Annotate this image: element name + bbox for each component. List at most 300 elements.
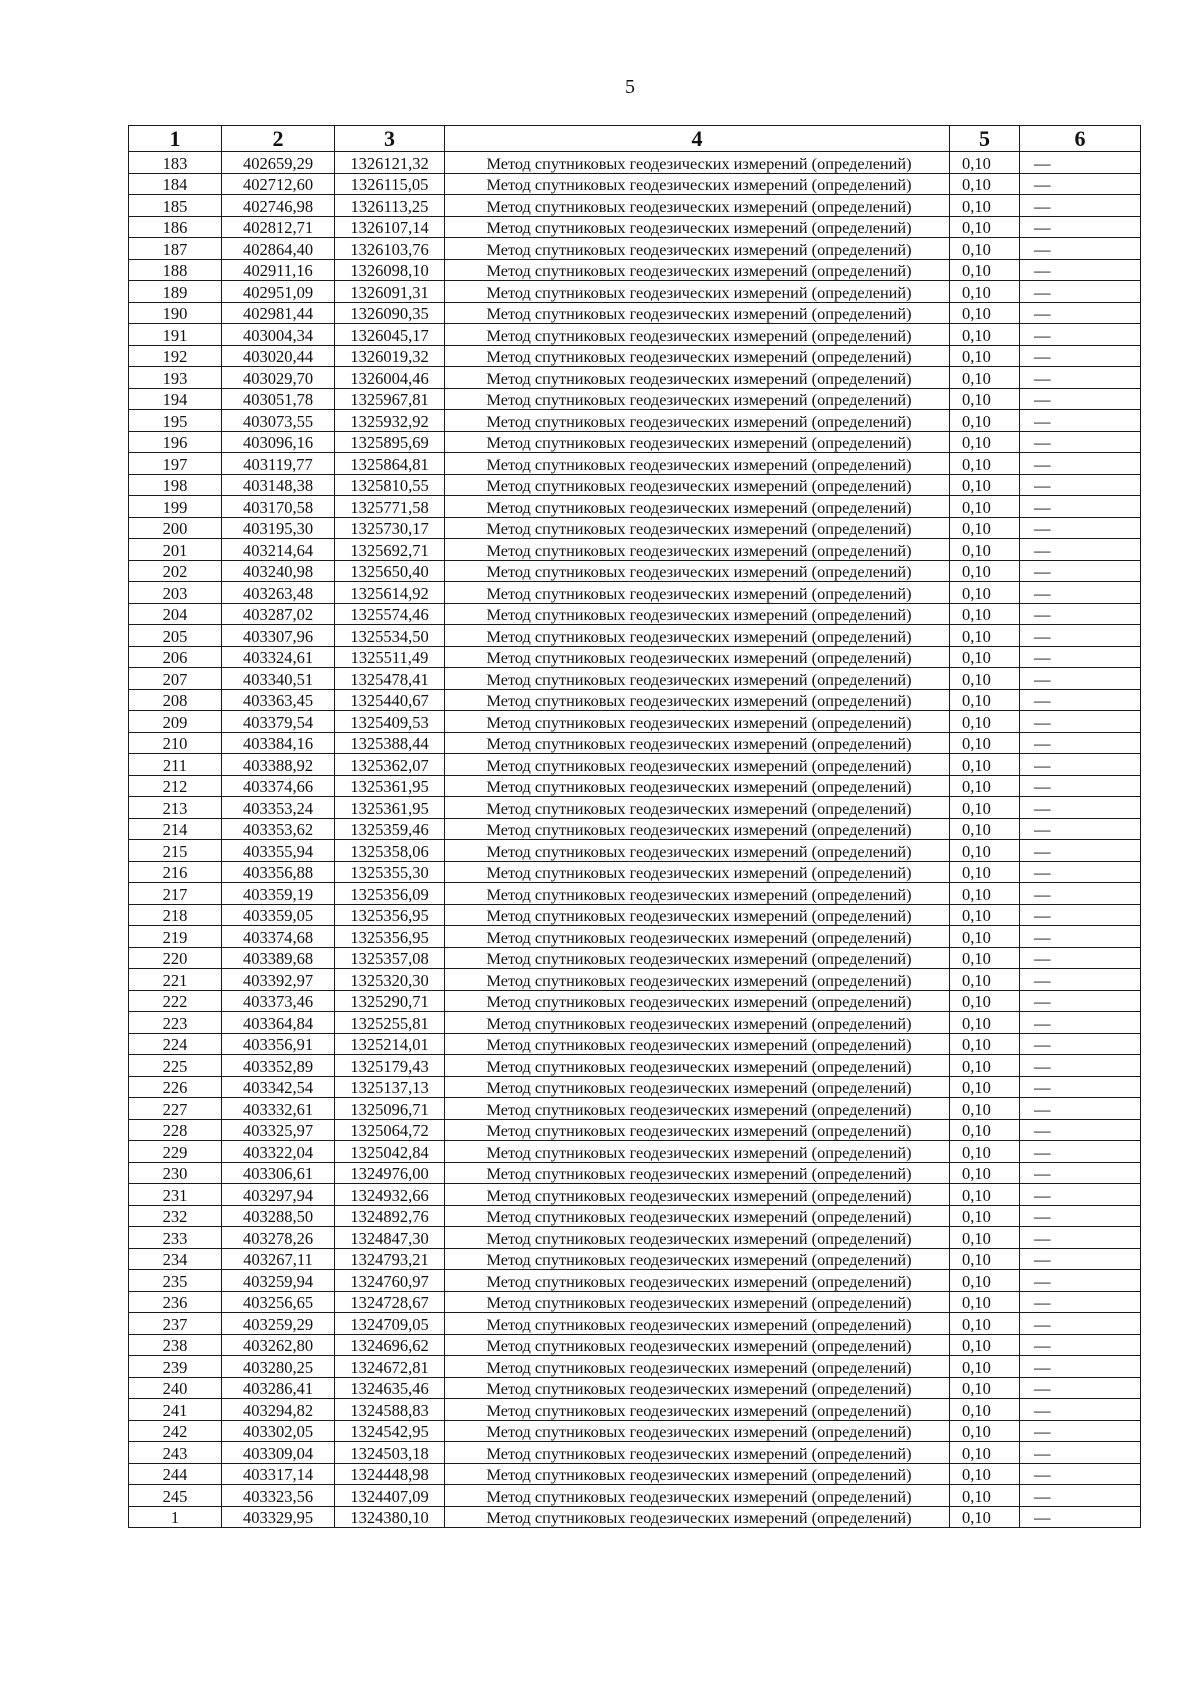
x-coordinate-cell: 403148,38 — [222, 474, 335, 496]
point-number-cell: 218 — [129, 904, 222, 926]
accuracy-cell: 0,10 — [950, 1356, 1020, 1378]
accuracy-cell: 0,10 — [950, 1012, 1020, 1034]
method-cell: Метод спутниковых геодезических измерений (определений) — [445, 689, 950, 711]
accuracy-cell: 0,10 — [950, 1162, 1020, 1184]
coordinates-table — [128, 125, 1141, 1528]
table-row — [129, 603, 1141, 625]
table-row — [129, 1442, 1141, 1464]
point-number-cell: 233 — [129, 1227, 222, 1249]
x-coordinate-cell: 403278,26 — [222, 1227, 335, 1249]
table-row — [129, 431, 1141, 453]
method-cell: Метод спутниковых геодезических измерений (определений) — [445, 324, 950, 346]
x-coordinate-cell: 403267,11 — [222, 1248, 335, 1270]
x-coordinate-cell: 403325,97 — [222, 1119, 335, 1141]
method-cell: Метод спутниковых геодезических измерений (определений) — [445, 1055, 950, 1077]
table-row — [129, 1012, 1141, 1034]
method-cell: Метод спутниковых геодезических измерений (определений) — [445, 990, 950, 1012]
y-coordinate-cell: 1324503,18 — [335, 1442, 445, 1464]
x-coordinate-cell: 403373,46 — [222, 990, 335, 1012]
method-cell: Метод спутниковых геодезических измерений (определений) — [445, 410, 950, 432]
accuracy-cell: 0,10 — [950, 1205, 1020, 1227]
point-number-cell: 210 — [129, 732, 222, 754]
header-col-3: 3 — [335, 126, 445, 152]
point-number-cell: 224 — [129, 1033, 222, 1055]
method-cell: Метод спутниковых геодезических измерений (определений) — [445, 1205, 950, 1227]
method-cell: Метод спутниковых геодезических измерений (определений) — [445, 1399, 950, 1421]
point-number-cell: 212 — [129, 775, 222, 797]
point-number-cell: 206 — [129, 646, 222, 668]
x-coordinate-cell: 403342,54 — [222, 1076, 335, 1098]
note-cell: — — [1020, 345, 1141, 367]
y-coordinate-cell: 1325214,01 — [335, 1033, 445, 1055]
point-number-cell: 245 — [129, 1485, 222, 1507]
table-row — [129, 324, 1141, 346]
accuracy-cell: 0,10 — [950, 474, 1020, 496]
y-coordinate-cell: 1326098,10 — [335, 259, 445, 281]
point-number-cell: 184 — [129, 173, 222, 195]
page-number: 5 — [625, 76, 635, 98]
note-cell: — — [1020, 474, 1141, 496]
x-coordinate-cell: 403323,56 — [222, 1485, 335, 1507]
table-row — [129, 281, 1141, 303]
point-number-cell: 231 — [129, 1184, 222, 1206]
method-cell: Метод спутниковых геодезических измерений (определений) — [445, 904, 950, 926]
accuracy-cell: 0,10 — [950, 345, 1020, 367]
accuracy-cell: 0,10 — [950, 969, 1020, 991]
x-coordinate-cell: 403355,94 — [222, 840, 335, 862]
note-cell: — — [1020, 947, 1141, 969]
x-coordinate-cell: 403263,48 — [222, 582, 335, 604]
note-cell: — — [1020, 1356, 1141, 1378]
point-number-cell: 199 — [129, 496, 222, 518]
point-number-cell: 194 — [129, 388, 222, 410]
accuracy-cell: 0,10 — [950, 732, 1020, 754]
method-cell: Метод спутниковых геодезических измерений (определений) — [445, 259, 950, 281]
note-cell: — — [1020, 1506, 1141, 1528]
x-coordinate-cell: 403389,68 — [222, 947, 335, 969]
accuracy-cell: 0,10 — [950, 818, 1020, 840]
point-number-cell: 241 — [129, 1399, 222, 1421]
x-coordinate-cell: 402981,44 — [222, 302, 335, 324]
accuracy-cell: 0,10 — [950, 1227, 1020, 1249]
point-number-cell: 234 — [129, 1248, 222, 1270]
note-cell: — — [1020, 259, 1141, 281]
accuracy-cell: 0,10 — [950, 1377, 1020, 1399]
point-number-cell: 1 — [129, 1506, 222, 1528]
accuracy-cell: 0,10 — [950, 281, 1020, 303]
method-cell: Метод спутниковых геодезических измерений (определений) — [445, 281, 950, 303]
table-row — [129, 1356, 1141, 1378]
header-col-6: 6 — [1020, 126, 1141, 152]
table-row — [129, 539, 1141, 561]
method-cell: Метод спутниковых геодезических измерений (определений) — [445, 560, 950, 582]
accuracy-cell: 0,10 — [950, 1248, 1020, 1270]
table-row — [129, 840, 1141, 862]
note-cell: — — [1020, 281, 1141, 303]
table-row — [129, 904, 1141, 926]
point-number-cell: 238 — [129, 1334, 222, 1356]
point-number-cell: 183 — [129, 152, 222, 174]
y-coordinate-cell: 1325574,46 — [335, 603, 445, 625]
table-row — [129, 1399, 1141, 1421]
method-cell: Метод спутниковых геодезических измерений (определений) — [445, 732, 950, 754]
x-coordinate-cell: 403309,04 — [222, 1442, 335, 1464]
y-coordinate-cell: 1325357,08 — [335, 947, 445, 969]
y-coordinate-cell: 1325967,81 — [335, 388, 445, 410]
note-cell: — — [1020, 1098, 1141, 1120]
note-cell: — — [1020, 496, 1141, 518]
note-cell: — — [1020, 453, 1141, 475]
method-cell: Метод спутниковых геодезических измерений (определений) — [445, 1485, 950, 1507]
y-coordinate-cell: 1324932,66 — [335, 1184, 445, 1206]
x-coordinate-cell: 403359,19 — [222, 883, 335, 905]
table-row — [129, 1506, 1141, 1528]
y-coordinate-cell: 1326113,25 — [335, 195, 445, 217]
y-coordinate-cell: 1325064,72 — [335, 1119, 445, 1141]
table-row — [129, 969, 1141, 991]
point-number-cell: 202 — [129, 560, 222, 582]
y-coordinate-cell: 1325359,46 — [335, 818, 445, 840]
y-coordinate-cell: 1325096,71 — [335, 1098, 445, 1120]
x-coordinate-cell: 403073,55 — [222, 410, 335, 432]
accuracy-cell: 0,10 — [950, 646, 1020, 668]
point-number-cell: 208 — [129, 689, 222, 711]
x-coordinate-cell: 403302,05 — [222, 1420, 335, 1442]
method-cell: Метод спутниковых геодезических измерений (определений) — [445, 668, 950, 690]
accuracy-cell: 0,10 — [950, 539, 1020, 561]
y-coordinate-cell: 1325650,40 — [335, 560, 445, 582]
accuracy-cell: 0,10 — [950, 431, 1020, 453]
note-cell: — — [1020, 1055, 1141, 1077]
x-coordinate-cell: 403353,62 — [222, 818, 335, 840]
table-row — [129, 926, 1141, 948]
accuracy-cell: 0,10 — [950, 216, 1020, 238]
accuracy-cell: 0,10 — [950, 259, 1020, 281]
accuracy-cell: 0,10 — [950, 1184, 1020, 1206]
point-number-cell: 244 — [129, 1463, 222, 1485]
y-coordinate-cell: 1324728,67 — [335, 1291, 445, 1313]
note-cell: — — [1020, 818, 1141, 840]
point-number-cell: 207 — [129, 668, 222, 690]
table-row — [129, 861, 1141, 883]
point-number-cell: 189 — [129, 281, 222, 303]
note-cell: — — [1020, 367, 1141, 389]
y-coordinate-cell: 1325440,67 — [335, 689, 445, 711]
method-cell: Метод спутниковых геодезических измерений (определений) — [445, 1033, 950, 1055]
y-coordinate-cell: 1325356,95 — [335, 926, 445, 948]
accuracy-cell: 0,10 — [950, 1485, 1020, 1507]
method-cell: Метод спутниковых геодезических измерений (определений) — [445, 1248, 950, 1270]
y-coordinate-cell: 1324588,83 — [335, 1399, 445, 1421]
table-row — [129, 1420, 1141, 1442]
y-coordinate-cell: 1325179,43 — [335, 1055, 445, 1077]
x-coordinate-cell: 403352,89 — [222, 1055, 335, 1077]
table-row — [129, 1270, 1141, 1292]
note-cell: — — [1020, 1485, 1141, 1507]
table-row — [129, 345, 1141, 367]
x-coordinate-cell: 403259,94 — [222, 1270, 335, 1292]
x-coordinate-cell: 403286,41 — [222, 1377, 335, 1399]
y-coordinate-cell: 1324793,21 — [335, 1248, 445, 1270]
y-coordinate-cell: 1324542,95 — [335, 1420, 445, 1442]
table-row — [129, 388, 1141, 410]
y-coordinate-cell: 1325534,50 — [335, 625, 445, 647]
header-col-2: 2 — [222, 126, 335, 152]
y-coordinate-cell: 1325358,06 — [335, 840, 445, 862]
table-row — [129, 797, 1141, 819]
point-number-cell: 190 — [129, 302, 222, 324]
y-coordinate-cell: 1325409,53 — [335, 711, 445, 733]
point-number-cell: 188 — [129, 259, 222, 281]
accuracy-cell: 0,10 — [950, 173, 1020, 195]
point-number-cell: 220 — [129, 947, 222, 969]
accuracy-cell: 0,10 — [950, 195, 1020, 217]
x-coordinate-cell: 403287,02 — [222, 603, 335, 625]
method-cell: Метод спутниковых геодезических измерений (определений) — [445, 1076, 950, 1098]
method-cell: Метод спутниковых геодезических измерений (определений) — [445, 388, 950, 410]
table-row — [129, 668, 1141, 690]
accuracy-cell: 0,10 — [950, 324, 1020, 346]
table-row — [129, 582, 1141, 604]
y-coordinate-cell: 1324635,46 — [335, 1377, 445, 1399]
point-number-cell: 214 — [129, 818, 222, 840]
y-coordinate-cell: 1324709,05 — [335, 1313, 445, 1335]
method-cell: Метод спутниковых геодезических измерений (определений) — [445, 625, 950, 647]
accuracy-cell: 0,10 — [950, 367, 1020, 389]
y-coordinate-cell: 1325356,95 — [335, 904, 445, 926]
accuracy-cell: 0,10 — [950, 904, 1020, 926]
y-coordinate-cell: 1325730,17 — [335, 517, 445, 539]
method-cell: Метод спутниковых геодезических измерений (определений) — [445, 883, 950, 905]
y-coordinate-cell: 1325614,92 — [335, 582, 445, 604]
table-row — [129, 1119, 1141, 1141]
y-coordinate-cell: 1324448,98 — [335, 1463, 445, 1485]
note-cell: — — [1020, 1184, 1141, 1206]
method-cell: Метод спутниковых геодезических измерений (определений) — [445, 496, 950, 518]
y-coordinate-cell: 1324672,81 — [335, 1356, 445, 1378]
method-cell: Метод спутниковых геодезических измерений (определений) — [445, 947, 950, 969]
x-coordinate-cell: 403119,77 — [222, 453, 335, 475]
method-cell: Метод спутниковых геодезических измерений (определений) — [445, 646, 950, 668]
point-number-cell: 198 — [129, 474, 222, 496]
note-cell: — — [1020, 1420, 1141, 1442]
point-number-cell: 228 — [129, 1119, 222, 1141]
point-number-cell: 223 — [129, 1012, 222, 1034]
table-row — [129, 410, 1141, 432]
point-number-cell: 216 — [129, 861, 222, 883]
note-cell: — — [1020, 668, 1141, 690]
x-coordinate-cell: 403356,91 — [222, 1033, 335, 1055]
method-cell: Метод спутниковых геодезических измерений (определений) — [445, 431, 950, 453]
x-coordinate-cell: 403051,78 — [222, 388, 335, 410]
y-coordinate-cell: 1325388,44 — [335, 732, 445, 754]
point-number-cell: 217 — [129, 883, 222, 905]
y-coordinate-cell: 1325361,95 — [335, 775, 445, 797]
method-cell: Метод спутниковых геодезических измерений (определений) — [445, 582, 950, 604]
table-row — [129, 238, 1141, 260]
accuracy-cell: 0,10 — [950, 1506, 1020, 1528]
table-row — [129, 173, 1141, 195]
table-row — [129, 1184, 1141, 1206]
y-coordinate-cell: 1325042,84 — [335, 1141, 445, 1163]
x-coordinate-cell: 403297,94 — [222, 1184, 335, 1206]
y-coordinate-cell: 1326121,32 — [335, 152, 445, 174]
y-coordinate-cell: 1324760,97 — [335, 1270, 445, 1292]
method-cell: Метод спутниковых геодезических измерений (определений) — [445, 926, 950, 948]
x-coordinate-cell: 402911,16 — [222, 259, 335, 281]
table-row — [129, 1076, 1141, 1098]
note-cell: — — [1020, 302, 1141, 324]
table-row — [129, 195, 1141, 217]
method-cell: Метод спутниковых геодезических измерений (определений) — [445, 1313, 950, 1335]
accuracy-cell: 0,10 — [950, 883, 1020, 905]
method-cell: Метод спутниковых геодезических измерений (определений) — [445, 474, 950, 496]
table-row — [129, 216, 1141, 238]
table-row — [129, 1291, 1141, 1313]
method-cell: Метод спутниковых геодезических измерений (определений) — [445, 1356, 950, 1378]
method-cell: Метод спутниковых геодезических измерений (определений) — [445, 1227, 950, 1249]
method-cell: Метод спутниковых геодезических измерений (определений) — [445, 1420, 950, 1442]
table-row — [129, 775, 1141, 797]
y-coordinate-cell: 1325511,49 — [335, 646, 445, 668]
table-row — [129, 711, 1141, 733]
accuracy-cell: 0,10 — [950, 990, 1020, 1012]
accuracy-cell: 0,10 — [950, 1313, 1020, 1335]
x-coordinate-cell: 403294,82 — [222, 1399, 335, 1421]
method-cell: Метод спутниковых геодезических измерений (определений) — [445, 1184, 950, 1206]
note-cell: — — [1020, 1248, 1141, 1270]
accuracy-cell: 0,10 — [950, 582, 1020, 604]
table-row — [129, 1141, 1141, 1163]
point-number-cell: 219 — [129, 926, 222, 948]
method-cell: Метод спутниковых геодезических измерений (определений) — [445, 1377, 950, 1399]
x-coordinate-cell: 403307,96 — [222, 625, 335, 647]
x-coordinate-cell: 403322,04 — [222, 1141, 335, 1163]
method-cell: Метод спутниковых геодезических измерений (определений) — [445, 152, 950, 174]
note-cell: — — [1020, 990, 1141, 1012]
point-number-cell: 192 — [129, 345, 222, 367]
y-coordinate-cell: 1324976,00 — [335, 1162, 445, 1184]
point-number-cell: 227 — [129, 1098, 222, 1120]
accuracy-cell: 0,10 — [950, 1442, 1020, 1464]
x-coordinate-cell: 403262,80 — [222, 1334, 335, 1356]
method-cell: Метод спутниковых геодезических измерений (определений) — [445, 754, 950, 776]
accuracy-cell: 0,10 — [950, 668, 1020, 690]
point-number-cell: 215 — [129, 840, 222, 862]
y-coordinate-cell: 1325290,71 — [335, 990, 445, 1012]
table-row — [129, 883, 1141, 905]
accuracy-cell: 0,10 — [950, 560, 1020, 582]
note-cell: — — [1020, 646, 1141, 668]
point-number-cell: 203 — [129, 582, 222, 604]
note-cell: — — [1020, 1205, 1141, 1227]
x-coordinate-cell: 403356,88 — [222, 861, 335, 883]
table-row — [129, 625, 1141, 647]
x-coordinate-cell: 403392,97 — [222, 969, 335, 991]
accuracy-cell: 0,10 — [950, 152, 1020, 174]
x-coordinate-cell: 403353,24 — [222, 797, 335, 819]
y-coordinate-cell: 1325864,81 — [335, 453, 445, 475]
note-cell: — — [1020, 324, 1141, 346]
note-cell: — — [1020, 1377, 1141, 1399]
note-cell: — — [1020, 904, 1141, 926]
point-number-cell: 195 — [129, 410, 222, 432]
x-coordinate-cell: 403340,51 — [222, 668, 335, 690]
accuracy-cell: 0,10 — [950, 797, 1020, 819]
note-cell: — — [1020, 1334, 1141, 1356]
method-cell: Метод спутниковых геодезических измерений (определений) — [445, 1442, 950, 1464]
x-coordinate-cell: 403384,16 — [222, 732, 335, 754]
y-coordinate-cell: 1325361,95 — [335, 797, 445, 819]
method-cell: Метод спутниковых геодезических измерений (определений) — [445, 238, 950, 260]
x-coordinate-cell: 402712,60 — [222, 173, 335, 195]
method-cell: Метод спутниковых геодезических измерений (определений) — [445, 969, 950, 991]
accuracy-cell: 0,10 — [950, 1055, 1020, 1077]
y-coordinate-cell: 1325356,09 — [335, 883, 445, 905]
note-cell: — — [1020, 689, 1141, 711]
x-coordinate-cell: 403374,68 — [222, 926, 335, 948]
point-number-cell: 232 — [129, 1205, 222, 1227]
point-number-cell: 237 — [129, 1313, 222, 1335]
point-number-cell: 235 — [129, 1270, 222, 1292]
x-coordinate-cell: 403096,16 — [222, 431, 335, 453]
accuracy-cell: 0,10 — [950, 754, 1020, 776]
method-cell: Метод спутниковых геодезических измерений (определений) — [445, 840, 950, 862]
note-cell: — — [1020, 1076, 1141, 1098]
point-number-cell: 196 — [129, 431, 222, 453]
accuracy-cell: 0,10 — [950, 1270, 1020, 1292]
method-cell: Метод спутниковых геодезических измерений (определений) — [445, 1012, 950, 1034]
accuracy-cell: 0,10 — [950, 1334, 1020, 1356]
x-coordinate-cell: 402864,40 — [222, 238, 335, 260]
header-col-4: 4 — [445, 126, 950, 152]
x-coordinate-cell: 402659,29 — [222, 152, 335, 174]
note-cell: — — [1020, 840, 1141, 862]
method-cell: Метод спутниковых геодезических измерений (определений) — [445, 1506, 950, 1528]
table-row — [129, 689, 1141, 711]
note-cell: — — [1020, 603, 1141, 625]
y-coordinate-cell: 1325362,07 — [335, 754, 445, 776]
x-coordinate-cell: 402812,71 — [222, 216, 335, 238]
method-cell: Метод спутниковых геодезических измерений (определений) — [445, 216, 950, 238]
x-coordinate-cell: 402746,98 — [222, 195, 335, 217]
x-coordinate-cell: 403170,58 — [222, 496, 335, 518]
y-coordinate-cell: 1326045,17 — [335, 324, 445, 346]
accuracy-cell: 0,10 — [950, 302, 1020, 324]
note-cell: — — [1020, 431, 1141, 453]
x-coordinate-cell: 403332,61 — [222, 1098, 335, 1120]
y-coordinate-cell: 1325810,55 — [335, 474, 445, 496]
x-coordinate-cell: 402951,09 — [222, 281, 335, 303]
note-cell: — — [1020, 861, 1141, 883]
table-row — [129, 947, 1141, 969]
x-coordinate-cell: 403388,92 — [222, 754, 335, 776]
accuracy-cell: 0,10 — [950, 1420, 1020, 1442]
y-coordinate-cell: 1324407,09 — [335, 1485, 445, 1507]
note-cell: — — [1020, 625, 1141, 647]
method-cell: Метод спутниковых геодезических измерений (определений) — [445, 195, 950, 217]
note-cell: — — [1020, 539, 1141, 561]
table-row — [129, 818, 1141, 840]
x-coordinate-cell: 403317,14 — [222, 1463, 335, 1485]
note-cell: — — [1020, 1162, 1141, 1184]
point-number-cell: 185 — [129, 195, 222, 217]
point-number-cell: 213 — [129, 797, 222, 819]
method-cell: Метод спутниковых геодезических измерений (определений) — [445, 1270, 950, 1292]
y-coordinate-cell: 1324696,62 — [335, 1334, 445, 1356]
y-coordinate-cell: 1324380,10 — [335, 1506, 445, 1528]
table-row — [129, 517, 1141, 539]
